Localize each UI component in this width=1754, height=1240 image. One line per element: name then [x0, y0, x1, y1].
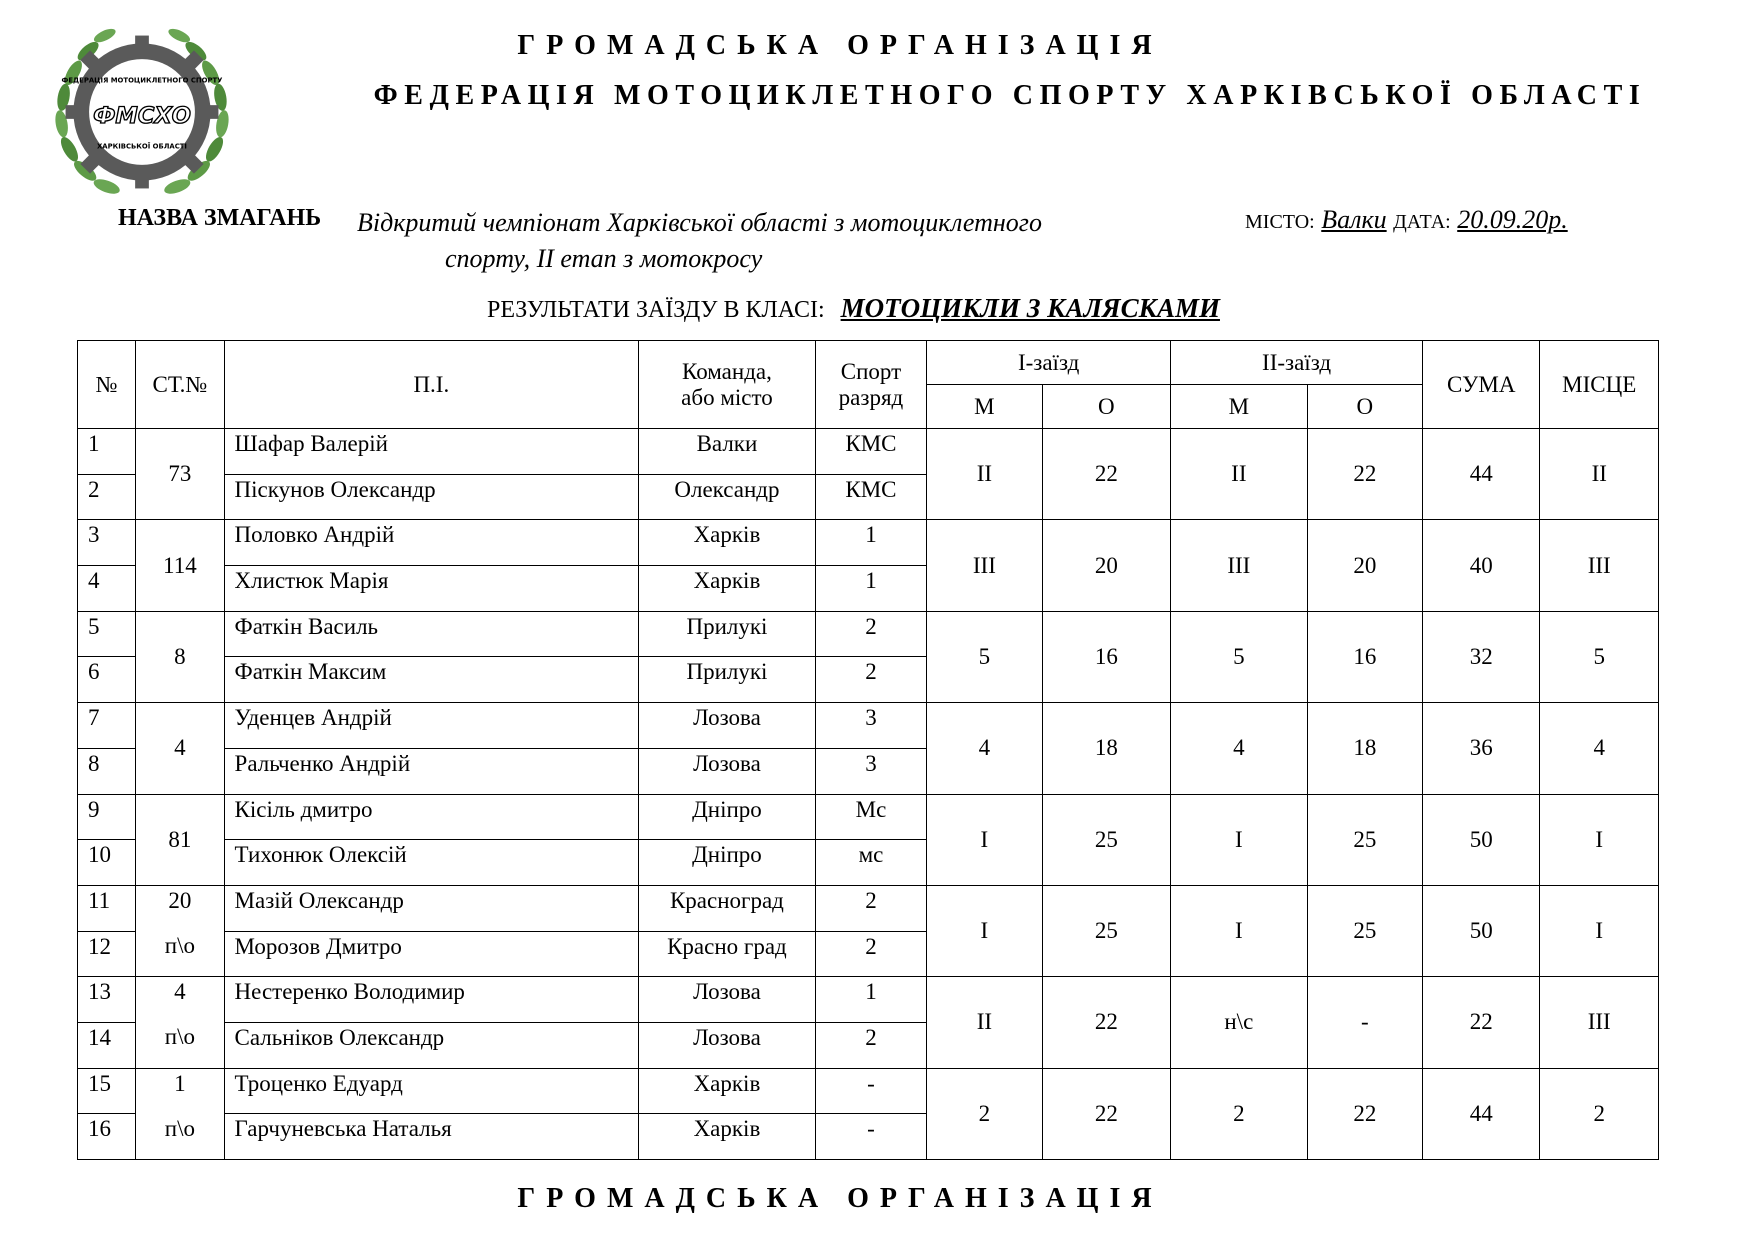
race1-m: ІІІ [927, 520, 1042, 611]
start-number [136, 429, 224, 520]
rider-name: Хлистюк Марія [224, 566, 639, 612]
rider-rank: - [815, 1114, 926, 1160]
race1-m: 2 [927, 1068, 1042, 1159]
race2-m: ІІ [1171, 429, 1308, 520]
rider-no: 1 [78, 429, 136, 475]
rider-team: Прилукі [639, 611, 816, 657]
rider-rank: 2 [815, 931, 926, 977]
rider-name: Троценко Едуард [224, 1068, 639, 1114]
sum: 50 [1423, 794, 1540, 885]
rider-team: Харків [639, 566, 816, 612]
rider-name: Морозов Дмитро [224, 931, 639, 977]
rider-rank: 3 [815, 748, 926, 794]
race1-o: 20 [1042, 520, 1170, 611]
start-number-note: п\о [164, 932, 195, 958]
sum: 40 [1423, 520, 1540, 611]
rider-name: Ральченко Андрій [224, 748, 639, 794]
rider-no: 3 [78, 520, 136, 566]
header-race1: І-заїзд [927, 341, 1171, 385]
rider-no: 10 [78, 840, 136, 886]
race1-o: 22 [1042, 1068, 1170, 1159]
city-date-block [1245, 205, 1568, 235]
rider-name: Фаткін Василь [224, 611, 639, 657]
race1-o: 22 [1042, 429, 1170, 520]
header-race1-m: М [927, 385, 1042, 429]
rider-rank: 2 [815, 657, 926, 703]
start-number [136, 1068, 224, 1159]
race2-o: 25 [1307, 794, 1422, 885]
table-row [78, 703, 1659, 749]
race2-m: І [1171, 885, 1308, 976]
rider-no: 9 [78, 794, 136, 840]
race2-o: 22 [1307, 429, 1422, 520]
rider-rank: 2 [815, 1022, 926, 1068]
race1-o: 25 [1042, 885, 1170, 976]
race2-m: 5 [1171, 611, 1308, 702]
results-body [78, 429, 1659, 1160]
city-value: Валки [1321, 205, 1387, 234]
competition-name-line2: спорту, ІІ етап з мотокросу [445, 244, 763, 273]
rider-no: 8 [78, 748, 136, 794]
header-race1-o: О [1042, 385, 1170, 429]
rider-rank: - [815, 1068, 926, 1114]
rider-no: 2 [78, 474, 136, 520]
race1-o: 25 [1042, 794, 1170, 885]
sum: 32 [1423, 611, 1540, 702]
start-number-note: п\о [164, 1024, 195, 1050]
rider-name: Шафар Валерій [224, 429, 639, 475]
rider-team: Дніпро [639, 840, 816, 886]
rider-name: Піскунов Олександр [224, 474, 639, 520]
rider-rank: 1 [815, 977, 926, 1023]
start-number [136, 885, 224, 976]
header-race2-o: О [1307, 385, 1422, 429]
race2-m: ІІІ [1171, 520, 1308, 611]
rider-no: 15 [78, 1068, 136, 1114]
rider-team: Харків [639, 520, 816, 566]
rider-name: Кісіль дмитро [224, 794, 639, 840]
rider-name: Гарчуневська Наталья [224, 1114, 639, 1160]
rider-no: 11 [78, 885, 136, 931]
race1-o: 22 [1042, 977, 1170, 1068]
rider-name: Тихонюк Олексій [224, 840, 639, 886]
rider-team: Харків [639, 1068, 816, 1114]
header-rank: Спорт разряд [815, 341, 926, 429]
rider-no: 14 [78, 1022, 136, 1068]
header-place: МІСЦЕ [1540, 341, 1659, 429]
results-label: РЕЗУЛЬТАТИ ЗАЇЗДУ В КЛАСІ: [487, 297, 825, 323]
rider-team: Лозова [639, 1022, 816, 1068]
rider-team: Олександр [639, 474, 816, 520]
start-number-value: 4 [174, 979, 186, 1005]
rider-team: Дніпро [639, 794, 816, 840]
competition-label: НАЗВА ЗМАГАНЬ [118, 205, 322, 231]
start-number-value: 81 [168, 826, 192, 852]
race2-m: 4 [1171, 703, 1308, 794]
rider-name: Мазій Олександр [224, 885, 639, 931]
race2-m: 2 [1171, 1068, 1308, 1159]
start-number-note: п\о [164, 1115, 195, 1141]
svg-text:ФЕДЕРАЦІЯ МОТОЦИКЛЕТНОГО СПОРТ: ФЕДЕРАЦІЯ МОТОЦИКЛЕТНОГО СПОРТУ [61, 76, 223, 85]
rider-rank: Мс [815, 794, 926, 840]
sum: 50 [1423, 885, 1540, 976]
start-number [136, 977, 224, 1068]
rider-team: Харків [639, 1114, 816, 1160]
race1-m: 4 [927, 703, 1042, 794]
start-number-value: 73 [168, 461, 192, 487]
rider-rank: 2 [815, 885, 926, 931]
place: ІІ [1540, 429, 1659, 520]
rider-no: 5 [78, 611, 136, 657]
race1-m: І [927, 885, 1042, 976]
class-name: МОТОЦИКЛИ З КАЛЯСКАМИ [840, 293, 1220, 323]
table-row [78, 794, 1659, 840]
header-race2: ІІ-заїзд [1171, 341, 1423, 385]
race1-m: ІІ [927, 977, 1042, 1068]
org-title-line2: ФЕДЕРАЦІЯ МОТОЦИКЛЕТНОГО СПОРТУ ХАРКІВСЬКОЇ ОБЛАСТІ [373, 80, 1647, 111]
rider-no: 4 [78, 566, 136, 612]
rider-team: Лозова [639, 977, 816, 1023]
rider-no: 16 [78, 1114, 136, 1160]
header-no: № [78, 341, 136, 429]
start-number [136, 520, 224, 611]
rider-no: 7 [78, 703, 136, 749]
header-team: Команда, або місто [639, 341, 816, 429]
start-number-value: 4 [174, 735, 186, 761]
race2-o: 18 [1307, 703, 1422, 794]
rider-name: Половко Андрій [224, 520, 639, 566]
place: ІІІ [1540, 520, 1659, 611]
rider-name: Нестеренко Володимир [224, 977, 639, 1023]
race2-m: І [1171, 794, 1308, 885]
rider-rank: 3 [815, 703, 926, 749]
rider-rank: мс [815, 840, 926, 886]
rider-no: 6 [78, 657, 136, 703]
start-number-value: 1 [174, 1070, 186, 1096]
table-row [78, 429, 1659, 475]
table-row [78, 520, 1659, 566]
place: І [1540, 885, 1659, 976]
table-row [78, 1068, 1659, 1114]
org-title-line1: ГРОМАДСЬКА ОРГАНІЗАЦІЯ [517, 30, 1163, 61]
rider-rank: 1 [815, 520, 926, 566]
svg-text:ХАРКІВСЬКОЇ ОБЛАСТІ: ХАРКІВСЬКОЇ ОБЛАСТІ [97, 142, 187, 151]
rider-rank: 1 [815, 566, 926, 612]
rider-rank: 2 [815, 611, 926, 657]
rider-no: 13 [78, 977, 136, 1023]
city-label: МІСТО: [1245, 211, 1315, 233]
start-number-value: 20 [168, 887, 192, 913]
table-row [78, 611, 1659, 657]
rider-team: Красноград [639, 885, 816, 931]
race1-m: 5 [927, 611, 1042, 702]
rider-team: Лозова [639, 748, 816, 794]
start-number-value: 114 [163, 552, 197, 578]
race1-m: І [927, 794, 1042, 885]
competition-name [357, 205, 1187, 277]
rider-no: 12 [78, 931, 136, 977]
svg-text:ФМСХО: ФМСХО [93, 102, 191, 129]
sum: 36 [1423, 703, 1540, 794]
race2-o: - [1307, 977, 1422, 1068]
footer-org-title: ГРОМАДСЬКА ОРГАНІЗАЦІЯ [517, 1183, 1163, 1214]
table-row [78, 885, 1659, 931]
rider-rank: КМС [815, 474, 926, 520]
start-number-value: 8 [174, 643, 186, 669]
place: 2 [1540, 1068, 1659, 1159]
race2-o: 16 [1307, 611, 1422, 702]
rider-name: Уденцев Андрій [224, 703, 639, 749]
place: ІІІ [1540, 977, 1659, 1068]
race1-o: 16 [1042, 611, 1170, 702]
race2-o: 25 [1307, 885, 1422, 976]
table-row [78, 977, 1659, 1023]
rider-team: Лозова [639, 703, 816, 749]
rider-rank: КМС [815, 429, 926, 475]
place: 5 [1540, 611, 1659, 702]
header-start-no: СТ.№ [136, 341, 224, 429]
race2-o: 20 [1307, 520, 1422, 611]
race1-m: ІІ [927, 429, 1042, 520]
race2-o: 22 [1307, 1068, 1422, 1159]
results-heading [487, 293, 1220, 324]
start-number [136, 794, 224, 885]
sum: 44 [1423, 429, 1540, 520]
place: 4 [1540, 703, 1659, 794]
header-name: П.І. [224, 341, 639, 429]
competition-name-line1: Відкритий чемпіонат Харківської області з мотоциклетного [357, 208, 1042, 237]
place: І [1540, 794, 1659, 885]
sum: 44 [1423, 1068, 1540, 1159]
rider-team: Валки [639, 429, 816, 475]
start-number [136, 703, 224, 794]
header-race2-m: М [1171, 385, 1308, 429]
sum: 22 [1423, 977, 1540, 1068]
start-number [136, 611, 224, 702]
fmsko-logo-icon [44, 14, 240, 210]
race2-m: н\с [1171, 977, 1308, 1068]
date-label: ДАТА: [1393, 211, 1451, 233]
header-sum: СУМА [1423, 341, 1540, 429]
rider-team: Прилукі [639, 657, 816, 703]
rider-name: Фаткін Максим [224, 657, 639, 703]
results-table [77, 340, 1659, 1160]
date-value: 20.09.20р. [1457, 205, 1568, 234]
rider-name: Сальніков Олександр [224, 1022, 639, 1068]
race1-o: 18 [1042, 703, 1170, 794]
rider-team: Красно град [639, 931, 816, 977]
